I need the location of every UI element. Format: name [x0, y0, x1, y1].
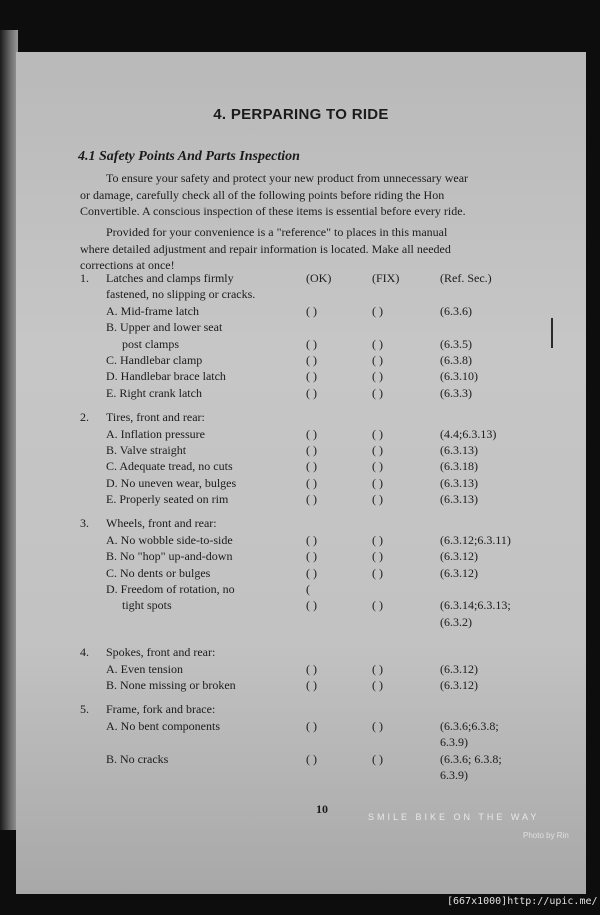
item-label: B. Upper and lower seat	[106, 320, 223, 335]
checklist-row	[80, 532, 560, 548]
fix-checkbox[interactable]: ( )	[372, 565, 383, 580]
fix-checkbox[interactable]: ( )	[372, 492, 383, 507]
ok-checkbox[interactable]: ( )	[306, 442, 317, 457]
item-ref: (6.3.14;6.3.13;	[440, 598, 511, 613]
paragraph-line: Convertible. A conscious inspection of these items is essential before every ride.	[80, 204, 466, 219]
item-label: C. Adequate tread, no cuts	[106, 459, 233, 474]
group-title: Wheels, front and rear:	[106, 516, 217, 531]
item-label: B. No cracks	[106, 751, 169, 766]
item-label: C. No dents or bulges	[106, 565, 211, 580]
paragraph-line: or damage, carefully check all of the following points before riding the Hon	[80, 187, 445, 202]
checklist-row	[80, 614, 560, 630]
item-ref: (6.3.6; 6.3.8;	[440, 751, 502, 766]
paragraph-line: corrections at once!	[80, 258, 175, 273]
ok-checkbox[interactable]: ( )	[306, 352, 317, 367]
section-title: 4.1 Safety Points And Parts Inspection	[78, 149, 300, 164]
checklist-row	[80, 442, 560, 458]
checklist-row	[80, 581, 560, 597]
item-ref: (6.3.12)	[440, 549, 478, 564]
checklist-row	[80, 426, 560, 442]
fix-checkbox[interactable]: ( )	[372, 426, 383, 441]
paragraph-line: To ensure your safety and protect your new product from unnecessary wear	[106, 171, 469, 185]
ok-checkbox[interactable]: ( )	[306, 751, 317, 766]
item-label: A. No wobble side-to-side	[106, 532, 233, 547]
item-ref-cont: 6.3.9)	[440, 735, 468, 750]
group-title: Tires, front and rear:	[106, 410, 205, 425]
group-header-row	[80, 270, 560, 286]
item-label: B. No "hop" up-and-down	[106, 549, 233, 564]
group-number: 1.	[80, 271, 89, 285]
image-host-tag: [667x1000]http://upic.me/	[447, 896, 598, 907]
item-ref: (6.3.8)	[440, 352, 472, 367]
item-ref-cont: (6.3.2)	[440, 614, 472, 629]
checklist-row	[80, 597, 560, 613]
fix-checkbox[interactable]: ( )	[372, 352, 383, 367]
item-label: D. No uneven wear, bulges	[106, 475, 237, 490]
item-label: B. None missing or broken	[106, 677, 236, 692]
fix-checkbox[interactable]: ( )	[372, 475, 383, 490]
item-ref: (6.3.12)	[440, 661, 478, 676]
group-header-row	[80, 644, 560, 660]
group-header-row	[80, 515, 560, 531]
chapter-heading: 4. PERPARING TO RIDE	[213, 106, 389, 123]
column-header-fix: (FIX)	[372, 271, 400, 285]
fix-checkbox[interactable]: ( )	[372, 751, 383, 766]
fix-checkbox[interactable]: ( )	[372, 303, 383, 318]
inspection-checklist	[80, 270, 560, 783]
group-header-row	[80, 701, 560, 717]
checklist-row	[80, 336, 560, 352]
group-title-cont: fastened, no slipping or cracks.	[106, 287, 256, 302]
ok-checkbox[interactable]: ( )	[306, 336, 317, 351]
item-ref: (4.4;6.3.13)	[440, 426, 497, 441]
ok-checkbox[interactable]: ( )	[306, 369, 317, 384]
item-label-cont: post clamps	[122, 336, 179, 351]
item-ref: (6.3.12)	[440, 677, 478, 692]
group-title-cont-row	[80, 286, 560, 302]
group-title: Frame, fork and brace:	[106, 702, 216, 717]
ok-checkbox[interactable]: ( )	[306, 598, 317, 613]
group-header-row	[80, 409, 560, 425]
intro-paragraph	[80, 170, 548, 220]
checklist-row	[80, 385, 560, 401]
group-number: 4.	[80, 645, 89, 660]
item-label: C. Handlebar clamp	[106, 352, 203, 367]
fix-checkbox[interactable]: ( )	[372, 677, 383, 692]
manual-page	[16, 52, 586, 894]
photo-credit: Photo by Rin	[523, 831, 569, 840]
item-ref: (6.3.13)	[440, 492, 478, 507]
ok-checkbox[interactable]: ( )	[306, 718, 317, 733]
margin-pencil-mark	[551, 318, 553, 348]
ok-checkbox[interactable]: ( )	[306, 459, 317, 474]
group-title: Spokes, front and rear:	[106, 645, 216, 660]
ok-checkbox-partial: (	[306, 582, 310, 597]
item-ref: (6.3.6;6.3.8;	[440, 718, 499, 733]
ok-checkbox[interactable]: ( )	[306, 303, 317, 318]
checklist-row	[80, 303, 560, 319]
reference-paragraph	[80, 224, 548, 274]
ok-checkbox[interactable]: ( )	[306, 426, 317, 441]
checklist-row	[80, 661, 560, 677]
item-label: A. Even tension	[106, 661, 183, 676]
item-label: D. Freedom of rotation, no	[106, 582, 235, 597]
checklist-row	[80, 548, 560, 564]
checklist-row	[80, 734, 560, 750]
item-ref: (6.3.18)	[440, 459, 478, 474]
ok-checkbox[interactable]: ( )	[306, 661, 317, 676]
ok-checkbox[interactable]: ( )	[306, 677, 317, 692]
item-ref-cont: 6.3.9)	[440, 767, 468, 782]
item-ref: (6.3.6)	[440, 303, 472, 318]
fix-checkbox[interactable]: ( )	[372, 532, 383, 547]
checklist-row	[80, 565, 560, 581]
item-label: A. No bent components	[106, 718, 220, 733]
item-ref: (6.3.13)	[440, 442, 478, 457]
item-ref: (6.3.5)	[440, 336, 472, 351]
fix-checkbox[interactable]: ( )	[372, 598, 383, 613]
fix-checkbox[interactable]: ( )	[372, 718, 383, 733]
ok-checkbox[interactable]: ( )	[306, 565, 317, 580]
item-label-cont: tight spots	[122, 598, 172, 613]
ok-checkbox[interactable]: ( )	[306, 385, 317, 400]
checklist-row	[80, 767, 560, 783]
item-label: B. Valve straight	[106, 442, 187, 457]
item-label: A. Mid-frame latch	[106, 303, 199, 318]
group-number: 3.	[80, 516, 89, 531]
checklist-row	[80, 491, 560, 507]
fix-checkbox[interactable]: ( )	[372, 336, 383, 351]
page-number: 10	[316, 802, 328, 816]
item-label: E. Properly seated on rim	[106, 492, 229, 507]
checklist-row	[80, 677, 560, 693]
item-label: A. Inflation pressure	[106, 426, 205, 441]
fix-checkbox[interactable]: ( )	[372, 661, 383, 676]
item-label: E. Right crank latch	[106, 385, 202, 400]
item-ref: (6.3.3)	[440, 385, 472, 400]
checklist-row	[80, 368, 560, 384]
fix-checkbox[interactable]: ( )	[372, 369, 383, 384]
group-number: 2.	[80, 410, 89, 425]
group-number: 5.	[80, 702, 89, 717]
ok-checkbox[interactable]: ( )	[306, 532, 317, 547]
checklist-row	[80, 718, 560, 734]
paragraph-line: where detailed adjustment and repair information is located. Make all needed	[80, 241, 451, 256]
item-ref: (6.3.13)	[440, 475, 478, 490]
checklist-row	[80, 319, 560, 335]
ok-checkbox[interactable]: ( )	[306, 475, 317, 490]
group-title: Latches and clamps firmly	[106, 271, 234, 285]
paragraph-line: Provided for your convenience is a "reference" to places in this manual	[106, 225, 448, 239]
ok-checkbox[interactable]: ( )	[306, 549, 317, 564]
fix-checkbox[interactable]: ( )	[372, 549, 383, 564]
checklist-row	[80, 352, 560, 368]
fix-checkbox[interactable]: ( )	[372, 442, 383, 457]
column-header-ok: (OK)	[306, 271, 332, 285]
checklist-row	[80, 475, 560, 491]
item-ref: (6.3.12;6.3.11)	[440, 532, 511, 547]
checklist-row	[80, 751, 560, 767]
ok-checkbox[interactable]: ( )	[306, 492, 317, 507]
photo-watermark: SMILE BIKE ON THE WAY	[368, 812, 540, 822]
item-label: D. Handlebar brace latch	[106, 369, 226, 384]
item-ref: (6.3.10)	[440, 369, 478, 384]
column-header-ref: (Ref. Sec.)	[440, 271, 492, 285]
item-ref: (6.3.12)	[440, 565, 478, 580]
fix-checkbox[interactable]: ( )	[372, 459, 383, 474]
fix-checkbox[interactable]: ( )	[372, 385, 383, 400]
checklist-row	[80, 458, 560, 474]
